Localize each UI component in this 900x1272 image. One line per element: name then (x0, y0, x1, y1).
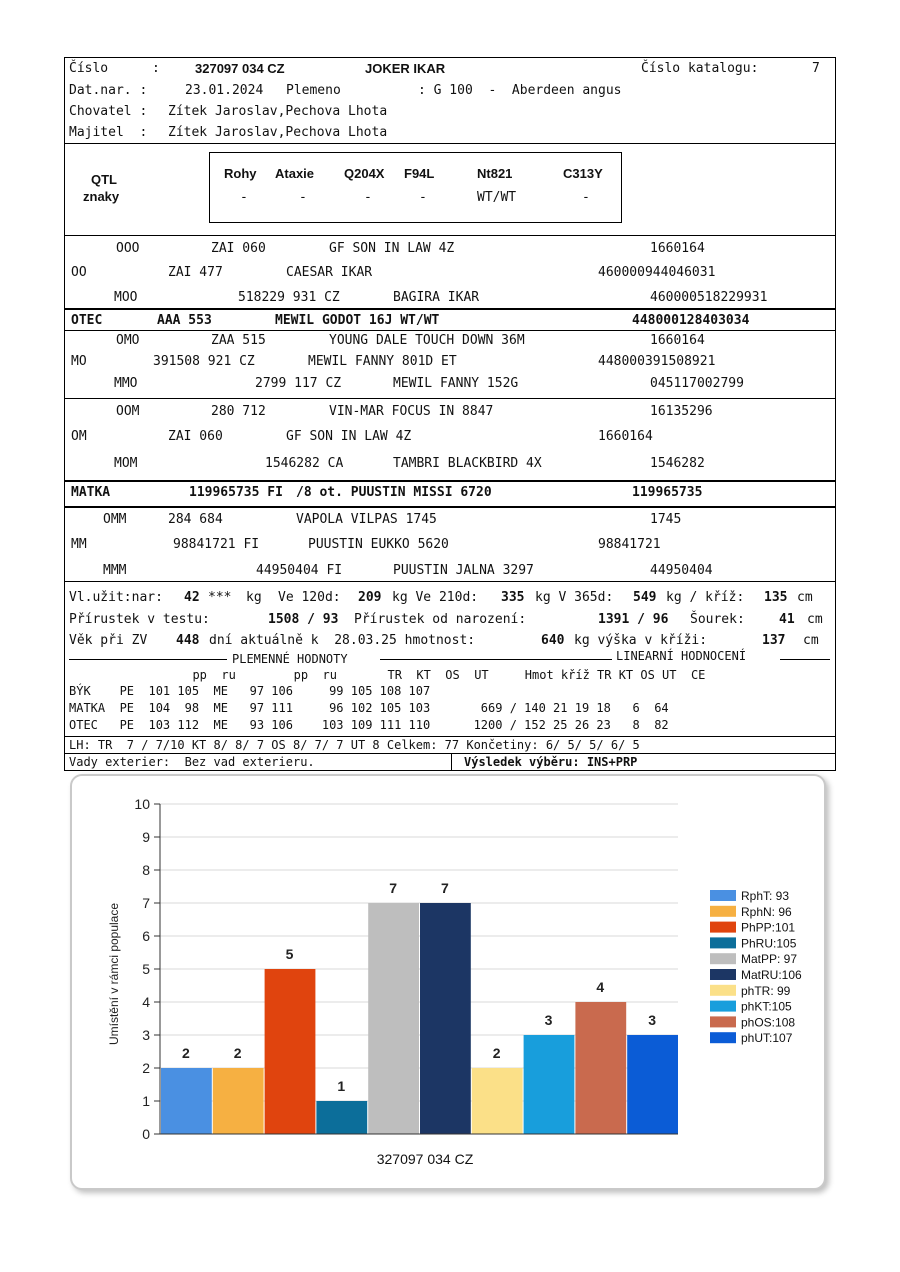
qtl-val-nt821: WT/WT (477, 190, 517, 205)
mmo-code: MMO (114, 376, 138, 391)
omm-name: VAPOLA VILPAS 1745 (296, 512, 437, 527)
oom-code: OOM (116, 404, 140, 419)
qtl-col-rohy: Rohy (224, 166, 257, 181)
qtl-col-ataxie: Ataxie (275, 166, 315, 181)
moo-id: 518229 931 CZ (238, 290, 340, 305)
y-tick-label: 4 (142, 994, 150, 1010)
vek-rest: dní aktuálně k 28.03.25 hmotnost: (209, 633, 476, 648)
om-code: OM (71, 429, 87, 444)
ooo-name: GF SON IN LAW 4Z (329, 241, 455, 256)
mmm-reg: 44950404 (650, 563, 713, 578)
mmo-reg: 045117002799 (650, 376, 744, 391)
x-axis-label: 327097 034 CZ (376, 1151, 474, 1167)
y-tick-label: 0 (142, 1126, 150, 1142)
omm-reg: 1745 (650, 512, 682, 527)
breeding-row-otec: OTEC PE 103 112 ME 93 106 103 109 111 110 1200 / 152 25 26 23 8 82 (69, 718, 669, 732)
chovatel-label: Chovatel : (69, 104, 148, 119)
vyska-unit: cm (803, 633, 819, 648)
mo-name: MEWIL FANNY 801D ET (308, 354, 457, 369)
y-tick-label: 9 (142, 829, 150, 845)
prir-nar-label: Přírustek od narození: (354, 612, 527, 627)
data-label: 2 (233, 1045, 242, 1061)
matka-name: /8 ot. PUUSTIN MISSI 6720 (296, 485, 492, 500)
legend-label: phTR: 99 (741, 983, 791, 998)
qtl-table (209, 152, 622, 223)
vyska-value: 137 (762, 633, 786, 648)
sourek-value: 41 (779, 612, 795, 627)
kriz-unit: cm (797, 590, 813, 605)
y-tick-label: 10 (134, 796, 150, 812)
data-label: 5 (285, 946, 294, 962)
cislo-value: 327097 034 CZ (195, 61, 285, 76)
data-label: 3 (544, 1012, 553, 1028)
data-label: 4 (596, 979, 605, 995)
otec-name: MEWIL GODOT 16J WT/WT (275, 313, 440, 328)
plemeno-label: Plemeno (286, 83, 341, 98)
legend-label: RphT: 93 (741, 889, 790, 903)
vyska-label: kg výška v kříži: (574, 633, 708, 648)
mom-id: 1546282 CA (265, 456, 344, 471)
majitel-value: Zítek Jaroslav,Pechova Lhota (168, 125, 388, 140)
oo-reg: 460000944046031 (598, 265, 716, 280)
omo-code: OMO (116, 333, 140, 348)
y-tick-label: 8 (142, 862, 150, 878)
omm-id: 284 684 (168, 512, 223, 527)
qtl-col-nt821: Nt821 (477, 166, 513, 181)
omo-reg: 1660164 (650, 333, 705, 348)
breeding-row-matka: MATKA PE 104 98 ME 97 111 96 102 105 103 669 / 140 21 19 18 6 64 (69, 701, 669, 715)
mom-code: MOM (114, 456, 138, 471)
matka-id: 119965735 FI (189, 485, 283, 500)
ooo-reg: 1660164 (650, 241, 705, 256)
divider (64, 235, 836, 236)
vady-line: Vady exterier: Bez vad exterieru. (69, 755, 315, 769)
otec-reg: 448000128403034 (632, 313, 750, 328)
vl-label: Vl.užit:nar: (69, 590, 163, 605)
data-label: 1 (337, 1078, 346, 1094)
qtl-val-rohy: - (240, 190, 248, 205)
otec-id: AAA 553 (157, 313, 212, 328)
y-tick-label: 2 (142, 1060, 150, 1076)
kriz-label: kg / kříž: (666, 590, 745, 605)
ooo-code: OOO (116, 241, 140, 256)
animal-name: JOKER IKAR (365, 61, 446, 76)
qtl-val-c313y: - (582, 190, 590, 205)
oo-id: ZAI 477 (168, 265, 223, 280)
qtl-val-f94l: - (419, 190, 427, 205)
breeding-row-byk: BÝK PE 101 105 ME 97 106 99 105 108 107 (69, 684, 431, 698)
mo-id: 391508 921 CZ (153, 354, 255, 369)
divider (380, 659, 612, 660)
oom-reg: 16135296 (650, 404, 713, 419)
divider (64, 480, 836, 482)
om-name: GF SON IN LAW 4Z (286, 429, 412, 444)
vek-label: Věk při ZV (69, 633, 148, 648)
data-label: 7 (389, 880, 397, 896)
divider (64, 581, 836, 582)
y-tick-label: 7 (142, 895, 150, 911)
mom-name: TAMBRI BLACKBIRD 4X (393, 456, 542, 471)
ve210-label: kg Ve 210d: (392, 590, 479, 605)
omo-name: YOUNG DALE TOUCH DOWN 36M (329, 333, 525, 348)
cislo-label: Číslo (69, 61, 109, 76)
qtl-col-q204x: Q204X (344, 166, 385, 181)
omm-code: OMM (103, 512, 127, 527)
moo-code: MOO (114, 290, 138, 305)
mm-reg: 98841721 (598, 537, 661, 552)
qtl-col-c313y: C313Y (563, 166, 603, 181)
breeding-header-row: pp ru pp ru TR KT OS UT Hmot kříž TR KT OS UT CE (178, 668, 706, 682)
divider (780, 659, 830, 660)
omo-id: ZAA 515 (211, 333, 266, 348)
qtl-val-ataxie: - (299, 190, 307, 205)
legend-label: PhPP:101 (741, 920, 796, 935)
y-axis-label: Umístění v rámci populace (107, 902, 121, 1046)
hmotnost-value: 640 (541, 633, 565, 648)
prir-test-label: Přírustek v testu: (69, 612, 210, 627)
y-tick-label: 6 (142, 928, 150, 944)
legend-label: phKT:105 (741, 999, 792, 1014)
divider (64, 736, 836, 737)
ve210-value: 335 (501, 590, 525, 605)
data-label: 3 (648, 1012, 656, 1028)
legend-label: MatRU:106 (741, 968, 802, 982)
datnar-value: 23.01.2024 (185, 83, 264, 98)
data-label: 2 (182, 1045, 190, 1061)
plemenne-title: PLEMENNÉ HODNOTY (232, 652, 348, 666)
majitel-label: Majitel : (69, 125, 148, 140)
chovatel-value: Zítek Jaroslav,Pechova Lhota (168, 104, 388, 119)
mm-id: 98841721 FI (173, 537, 260, 552)
qtl-col-f94l: F94L (404, 166, 435, 181)
legend-label: phUT:107 (741, 1031, 793, 1046)
mom-reg: 1546282 (650, 456, 705, 471)
data-label: 2 (492, 1045, 501, 1061)
plemeno-value: : G 100 - Aberdeen angus (418, 83, 622, 98)
mmm-code: MMM (103, 563, 127, 578)
sourek-label: Šourek: (690, 612, 745, 627)
divider (69, 659, 227, 660)
vl-value: 42 (184, 590, 200, 605)
v365-label: kg V 365d: (535, 590, 614, 605)
mmm-name: PUUSTIN JALNA 3297 (393, 563, 534, 578)
moo-reg: 460000518229931 (650, 290, 768, 305)
qtl-label-2: znaky (83, 189, 120, 204)
vek-value: 448 (176, 633, 200, 648)
oom-name: VIN-MAR FOCUS IN 8847 (329, 404, 494, 419)
lh-line: LH: TR 7 / 7/10 KT 8/ 8/ 7 OS 8/ 7/ 7 UT 8 Celkem: 77 Končetiny: 6/ 5/ 5/ 6/ 5 (69, 738, 640, 752)
prir-test-value: 1508 / 93 (268, 612, 339, 627)
divider (64, 506, 836, 508)
y-tick-label: 5 (142, 961, 150, 977)
kriz-value: 135 (764, 590, 788, 605)
om-reg: 1660164 (598, 429, 653, 444)
mmo-name: MEWIL FANNY 152G (393, 376, 519, 391)
katalog-value: 7 (812, 61, 820, 76)
oom-id: 280 712 (211, 404, 266, 419)
legend-label: RphN: 96 (741, 904, 792, 919)
mm-name: PUUSTIN EUKKO 5620 (308, 537, 449, 552)
oo-name: CAESAR IKAR (286, 265, 373, 280)
legend-label: phOS:108 (741, 1015, 796, 1030)
prir-nar-value: 1391 / 96 (598, 612, 669, 627)
chart-panel (70, 774, 826, 1190)
divider (64, 308, 836, 310)
legend-label: MatPP: 97 (741, 952, 798, 967)
datnar-label: Dat.nar. : (69, 83, 148, 98)
y-tick-label: 1 (142, 1093, 150, 1109)
cislo-colon: : (152, 61, 160, 76)
ve120-value: 209 (358, 590, 382, 605)
vl-stars: *** (208, 590, 232, 605)
qtl-label: QTL (91, 172, 117, 187)
divider (64, 330, 836, 331)
matka-code: MATKA (71, 485, 111, 500)
ve120-label: Ve 120d: (278, 590, 341, 605)
katalog-label: Číslo katalogu: (641, 61, 759, 76)
legend-label: PhRU:105 (741, 936, 797, 951)
moo-name: BAGIRA IKAR (393, 290, 480, 305)
matka-reg: 119965735 (632, 485, 703, 500)
ooo-id: ZAI 060 (211, 241, 266, 256)
qtl-val-q204x: - (364, 190, 372, 205)
divider (64, 398, 836, 399)
y-tick-label: 3 (142, 1027, 150, 1043)
otec-code: OTEC (71, 313, 103, 328)
linearni-title: LINEARNÍ HODNOCENÍ (616, 649, 747, 663)
mm-code: MM (71, 537, 87, 552)
om-id: ZAI 060 (168, 429, 223, 444)
mmo-id: 2799 117 CZ (255, 376, 342, 391)
sourek-unit: cm (807, 612, 823, 627)
mmm-id: 44950404 FI (256, 563, 343, 578)
v365-value: 549 (633, 590, 657, 605)
data-label: 7 (441, 880, 449, 896)
vl-kg: kg (246, 590, 262, 605)
vysledek-value: Výsledek výběru: INS+PRP (464, 755, 638, 769)
oo-code: OO (71, 265, 87, 280)
divider (64, 143, 836, 144)
mo-reg: 448000391508921 (598, 354, 716, 369)
mo-code: MO (71, 354, 87, 369)
